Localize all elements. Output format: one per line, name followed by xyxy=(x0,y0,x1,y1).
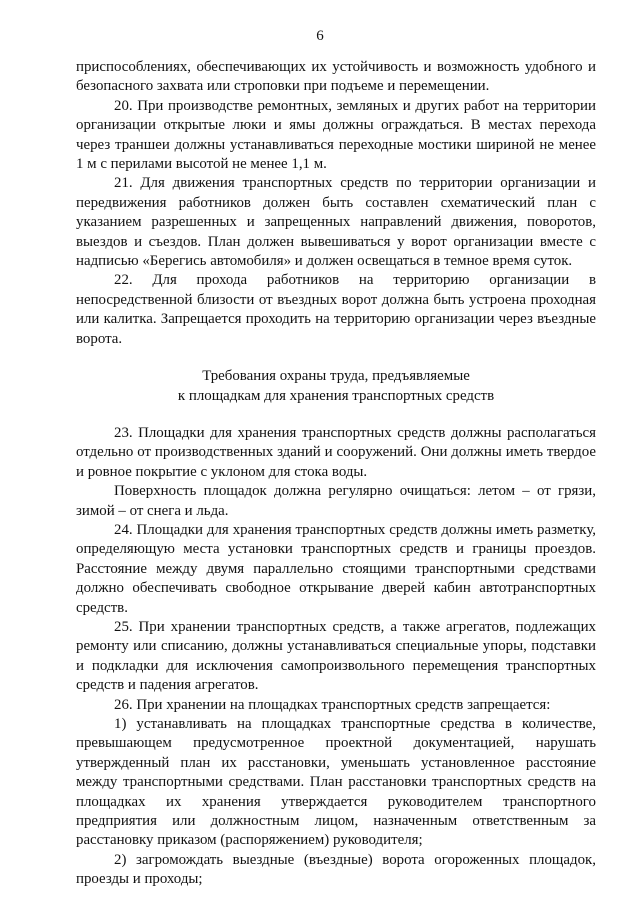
paragraph-23-cleaning: Поверхность площадок должна регулярно очищаться: летом – от грязи, зимой – от снега и льда. xyxy=(76,483,596,519)
paragraph-26-item-2: 2) загромождать выездные (въездные) ворота огороженных площадок, проезды и проходы; xyxy=(76,851,596,888)
paragraph-26-item-1: 1) устанавливать на площадках транспортные средства в количестве, превышающем предусмотренное проектной документацией, нарушать утвержденный план их расстановки, уменьшать установленное расстояние между транспортными средствами. План расстановки транспортных средств на площадках их хранения утверждается руководителем транспортного предприятия или должностным лицом, назначенным ответственным за расстановку приказом (распоряжением) руководителя; xyxy=(76,716,596,849)
paragraph-22: 22. Для прохода работников на территорию организации в непосредственной близости от въездных ворот должна быть устроена проходная или калитка. Запрещается проходить на территорию организации через въездные ворота. xyxy=(76,272,596,347)
paragraph-23: 23. Площадки для хранения транспортных средств должны располагаться отдельно от производственных зданий и сооружений. Они должны иметь твердое и ровное покрытие с уклоном для стока воды. xyxy=(76,424,596,480)
paragraph-20: 20. При производстве ремонтных, земляных и других работ на территории организации открытые люки и ямы должны ограждаться. В местах перехода через траншеи должны устанавливаться переходные мостики шириной не менее 1 м с перилами высотой не менее 1,1 м. xyxy=(76,97,596,173)
document-body xyxy=(76,58,596,890)
paragraph-21: 21. Для движения транспортных средств по территории организации и передвижения работников должен быть составлен схематический план с указанием разрешенных и запрещенных направлений движения, поворотов, выездов и съездов. План должен вывешиваться у ворот организации вместе с надписью «Берегись автомобиля» и должен освещаться в темное время суток. xyxy=(76,175,596,270)
paragraph-26: 26. При хранении на площадках транспортных средств запрещается: xyxy=(114,696,551,713)
section-heading-line2: к площадкам для хранения транспортных средств xyxy=(177,387,495,404)
section-heading xyxy=(76,367,596,406)
paragraph-25: 25. При хранении транспортных средств, а также агрегатов, подлежащих ремонту или списанию, должны устанавливаться специальные упоры, подставки и подкладки для исключения самопроизвольного перемещения транспортных средств и падения агрегатов. xyxy=(76,618,596,694)
page-number: 6 xyxy=(316,28,324,44)
paragraph-continuation: приспособлениях, обеспечивающих их устойчивость и возможность удобного и безопасного захвата или строповки при подъеме и перемещении. xyxy=(76,59,596,95)
section-heading-line1: Требования охраны труда, предъявляемые xyxy=(202,368,470,385)
paragraph-24: 24. Площадки для хранения транспортных средств должны иметь разметку, определяющую места установки транспортных средств и границы проездов. Расстояние между двумя параллельно стоящими транспортными средствами должно обеспечивать свободное открывание дверей кабин автотранспортных средств. xyxy=(76,521,596,616)
